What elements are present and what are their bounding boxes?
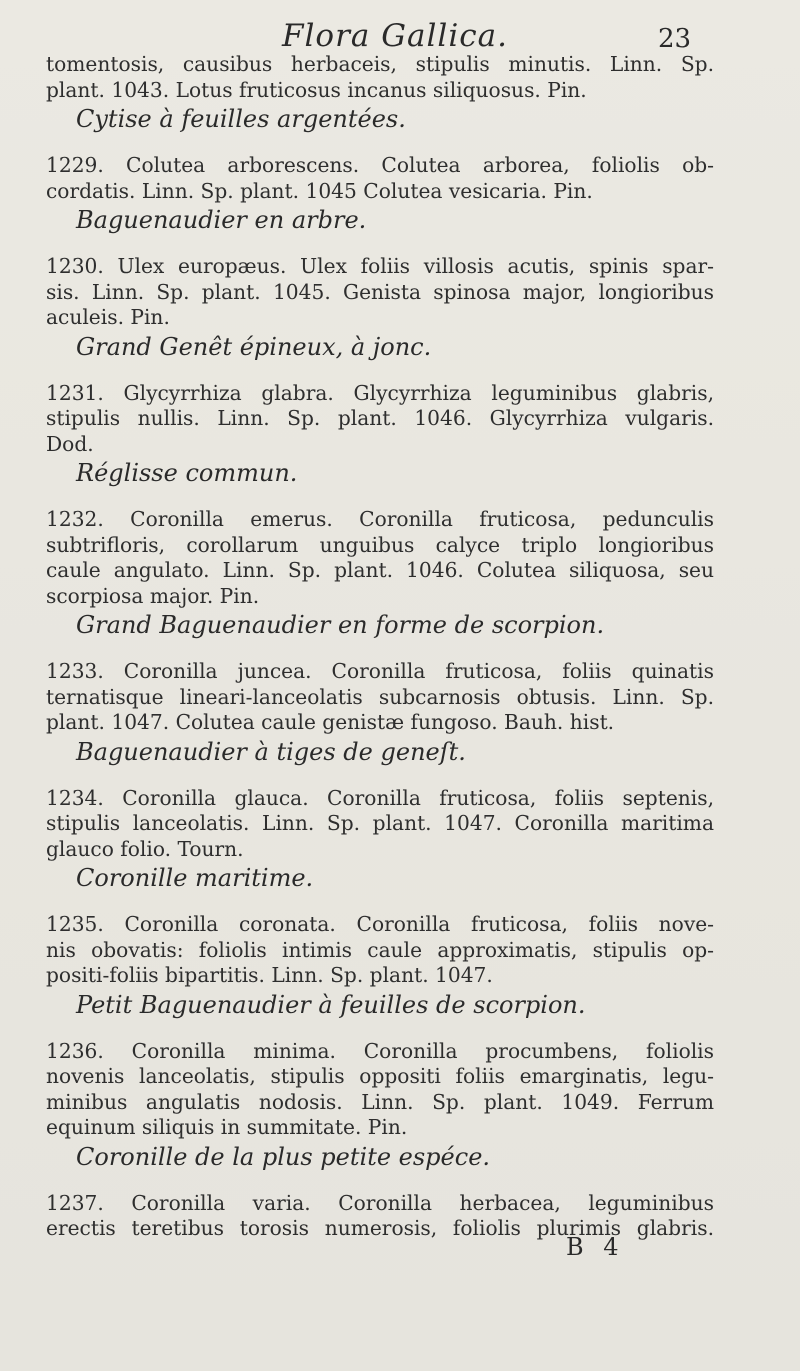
text-line: caule angulato. Linn. Sp. plant. 1046. Colutea siliquosa, seu	[46, 558, 714, 582]
text-line: equinum siliquis in summitate. Pin.	[46, 1115, 408, 1139]
species-entry	[46, 659, 714, 768]
text-line: nis obovatis: foliolis intimis caule approximatis, stipulis op-	[46, 937, 714, 962]
species-entry	[46, 786, 714, 895]
species-entry	[46, 912, 714, 1021]
species-entry	[46, 381, 714, 490]
text-line: 1229. Colutea arborescens. Colutea arborea, foliolis ob-	[46, 153, 714, 177]
signature-mark: B 4	[566, 1233, 625, 1261]
text-line: stipulis lanceolatis. Linn. Sp. plant. 1047. Coronilla maritima	[46, 811, 714, 835]
text-line: Dod.	[46, 431, 94, 456]
page-number: 23	[658, 24, 692, 54]
text-line: stipulis nullis. Linn. Sp. plant. 1046. Glycyrrhiza vulgaris.	[46, 406, 714, 430]
text-line: minibus angulatis nodosis. Linn. Sp. plant. 1049. Ferrum	[46, 1089, 714, 1114]
common-name: Baguenaudier en arbre.	[76, 206, 367, 234]
text-line: 1230. Ulex europæus. Ulex foliis villosis acutis, spinis spar-	[46, 254, 714, 278]
species-entry	[46, 254, 714, 363]
common-name: Coronille maritime.	[76, 864, 314, 892]
text-line: cordatis. Linn. Sp. plant. 1045 Colutea vesicaria. Pin.	[46, 178, 593, 203]
text-line: plant. 1047. Colutea caule genistæ fungoso. Bauh. hist.	[46, 710, 615, 734]
species-entry	[46, 153, 714, 236]
text-line: 1235. Coronilla coronata. Coronilla fruticosa, foliis nove-	[46, 912, 714, 936]
species-entry	[46, 507, 714, 641]
text-line: subtrifloris, corollarum unguibus calyce triplo longioribus	[46, 532, 714, 557]
common-name: Grand Genêt épineux, à jonc.	[76, 332, 432, 361]
text-line: sis. Linn. Sp. plant. 1045. Genista spinosa major, longioribus	[46, 279, 714, 304]
species-entry	[46, 52, 714, 135]
text-line: novenis lanceolatis, stipulis oppositi foliis emarginatis, legu-	[46, 1064, 714, 1088]
text-line: 1234. Coronilla glauca. Coronilla fruticosa, foliis septenis,	[46, 785, 714, 810]
text-line: 1232. Coronilla emerus. Coronilla fruticosa, pedunculis	[46, 507, 714, 531]
species-entry	[46, 1039, 714, 1173]
common-name: Grand Baguenaudier en forme de scorpion.	[76, 611, 605, 639]
common-name: Petit Baguenaudier à feuilles de scorpion.	[76, 990, 586, 1019]
text-line: plant. 1043. Lotus fruticosus incanus siliquosus. Pin.	[46, 77, 587, 102]
common-name: Baguenaudier à tiges de geneſt.	[76, 737, 466, 766]
text-line: tomentosis, causibus herbaceis, stipulis minutis. Linn. Sp.	[46, 52, 714, 76]
text-line: erectis teretibus torosis numerosis, foliolis plurimis glabris.	[46, 1216, 714, 1240]
text-line: 1237. Coronilla varia. Coronilla herbacea, leguminibus	[46, 1190, 714, 1215]
text-line: 1231. Glycyrrhiza glabra. Glycyrrhiza leguminibus glabris,	[46, 380, 714, 405]
text-line: positi-foliis bipartitis. Linn. Sp. plant. 1047.	[46, 963, 493, 987]
text-line: glauco folio. Tourn.	[46, 836, 244, 861]
text-line: aculeis. Pin.	[46, 305, 170, 329]
text-line: 1236. Coronilla minima. Coronilla procumbens, foliolis	[46, 1038, 714, 1063]
running-title: Flora Gallica.	[282, 18, 508, 54]
common-name: Réglisse commun.	[76, 459, 298, 487]
text-line: ternatisque lineari-lanceolatis subcarnosis obtusis. Linn. Sp.	[46, 684, 714, 709]
text-line: 1233. Coronilla juncea. Coronilla fruticosa, foliis quinatis	[46, 659, 714, 683]
common-name: Cytise à feuilles argentées.	[76, 105, 406, 133]
common-name: Coronille de la plus petite espéce.	[76, 1142, 491, 1171]
page-body	[46, 52, 714, 1242]
text-line: scorpiosa major. Pin.	[46, 583, 260, 608]
